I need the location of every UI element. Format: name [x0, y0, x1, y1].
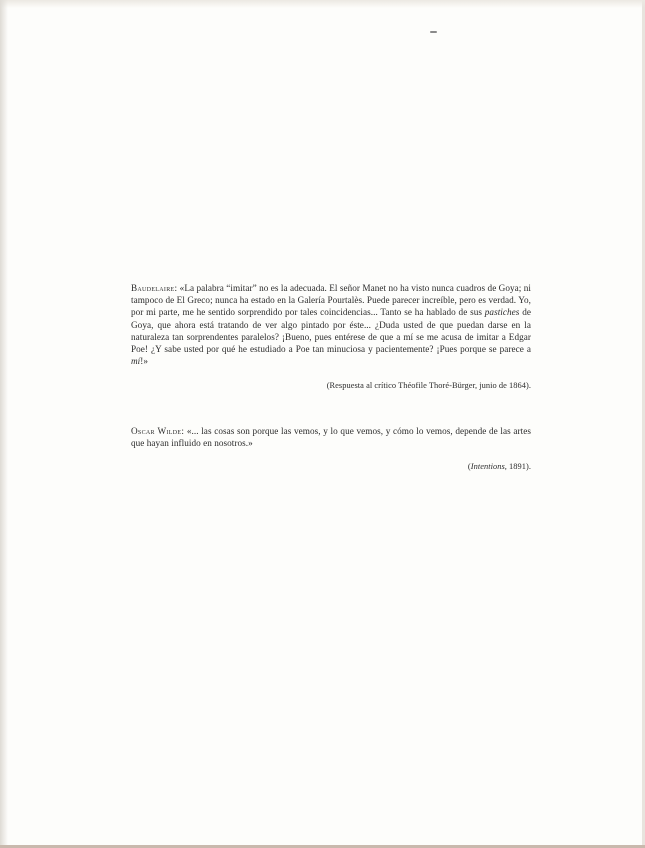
source-year: , 1891). [504, 462, 531, 471]
page-edge-left [0, 0, 8, 848]
source-title: Intentions [470, 462, 505, 471]
print-speck [430, 31, 437, 33]
quote-text-part: !» [140, 356, 149, 367]
quote-author: Oscar Wilde: [131, 426, 185, 436]
quote-text-part: de Goya, que ahora está tratando de ver algo pintado por éste... ¿Duda usted de que puedan darse en la naturaleza tan sorprendentes paralelos? ¡Bueno, pues entérese de que a mí se me acusa de imitar a Edgar Poe! ¿Y sabe usted por qué he estudiado a Poe tan minuciosa y pacientemente? ¡Pues porque se parece a [131, 307, 531, 355]
baudelaire-quote [131, 282, 531, 390]
page-edge-top [0, 0, 645, 8]
wilde-quote-text [131, 425, 531, 449]
wilde-quote [131, 425, 531, 471]
baudelaire-quote-text [131, 282, 531, 367]
quote-source: (Respuesta al crítico Théofile Thoré-Bürger, junio de 1864). [326, 381, 531, 390]
quote-italic-word: pastiches [484, 307, 520, 318]
quote-italic-word: mí [131, 356, 141, 367]
quote-author: Baudelaire: [131, 283, 178, 293]
quote-text-part: «La palabra “imitar” no es la adecuada. El señor Manet no ha visto nunca cuadros de Goya; ni tampoco de El Greco; nunca ha estado en la Galería Pourtalès. Puede parecer increíble, pero es verdad. Yo, por mi parte, me he sentido sorprendido por tales coincidencias... Tanto se ha hablado de sus [131, 283, 531, 318]
source-paren: ( [467, 462, 471, 471]
quote-source [468, 461, 531, 473]
quote-text-part: «... las cosas son porque las vemos, y lo que vemos, y cómo lo vemos, depende de las artes que hayan influido en nosotros.» [131, 426, 531, 449]
